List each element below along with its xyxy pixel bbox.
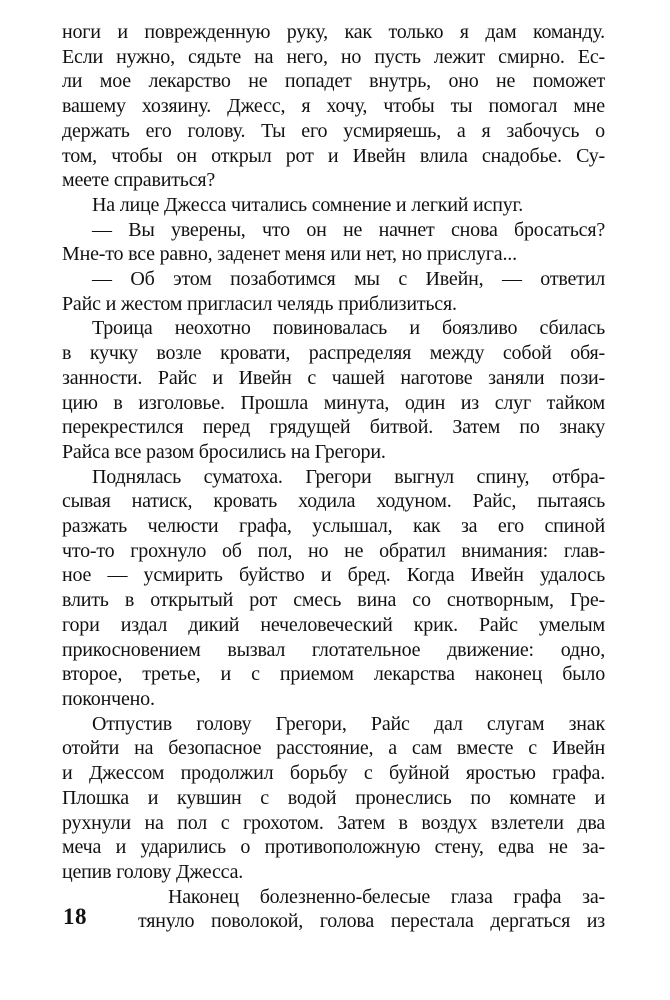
text-line: том, чтобы он открыл рот и Ивейн влила снадобье. Су- [62,144,605,167]
text-line: Наконец болезненно-белесые глаза графа за- [168,885,605,908]
text-line: вашему хозяину. Джесс, я хочу, чтобы ты помогал мне [62,95,605,118]
text-line: Райса все разом бросились на Грегори. [62,440,386,463]
text-line: сывая натиск, кровать ходила ходуном. Райс, пытаясь [62,490,605,513]
text-line: Мне-то все равно, заденет меня или нет, но прислуга... [62,243,517,266]
text-line: прикосновением вызвал глотательное движение: одно, [62,638,605,661]
text-line: — Вы уверены, что он не начнет снова бросаться? [92,218,605,241]
text-line: Поднялась суматоха. Грегори выгнул спину, отбра- [92,465,605,488]
text-line: влить в открытый рот смесь вина со снотворным, Гре- [62,589,605,612]
text-line: ное — усмирить буйство и бред. Когда Ивейн удалось [62,564,605,587]
text-line: Плошка и кувшин с водой пронеслись по комнате и [62,786,605,809]
page-number: 18 [63,904,87,929]
text-line: держать его голову. Ты его усмиряешь, а я забочусь о [62,119,605,142]
text-line: второе, третье, и с приемом лекарства наконец было [62,663,605,686]
text-line: меете справиться? [62,169,216,192]
text-line: гори издал дикий нечеловеческий крик. Райс умелым [62,613,605,636]
text-line: в кучку возле кровати, распределяя между собой обя- [62,342,605,365]
text-line: цию в изголовье. Прошла минута, один из слуг тайком [62,391,605,414]
text-line: цепив голову Джесса. [62,860,244,883]
text-line: Райс и жестом пригласил челядь приблизиться. [62,292,457,315]
text-line: На лице Джесса читались сомнение и легкий испуг. [92,193,524,216]
text-line: занности. Райс и Ивейн с чашей наготове заняли пози- [62,366,605,389]
text-line: Отпустив голову Грегори, Райс дал слугам знак [92,712,605,735]
text-line: тянуло поволокой, голова перестала дергаться из [138,910,605,933]
text-line: рухнули на пол с грохотом. Затем в воздух взлетели два [62,811,605,834]
text-line: меча и ударились о противоположную стену, едва не за- [62,836,605,859]
page-text [62,20,605,934]
text-line: отойти на безопасное расстояние, а сам вместе с Ивейн [62,737,605,760]
text-line: — Об этом позаботимся мы с Ивейн, — ответил [92,268,605,291]
text-line: ноги и поврежденную руку, как только я дам команду. [62,21,605,43]
text-line: покончено. [62,687,155,710]
text-line: Если нужно, сядьте на него, но пусть лежит смирно. Ес- [62,45,605,68]
text-line: и Джессом продолжил борьбу с буйной яростью графа. [62,762,605,785]
text-line: разжать челюсти графа, услышал, как за его спиной [62,515,605,538]
text-line: перекрестился перед грядущей битвой. Затем по знаку [62,416,605,439]
text-line: Троица неохотно повиновалась и боязливо сбилась [92,317,605,340]
text-line: ли мое лекарство не попадет внутрь, оно не поможет [62,70,605,93]
text-line: что-то грохнуло об пол, но не обратил внимания: глав- [62,539,605,562]
